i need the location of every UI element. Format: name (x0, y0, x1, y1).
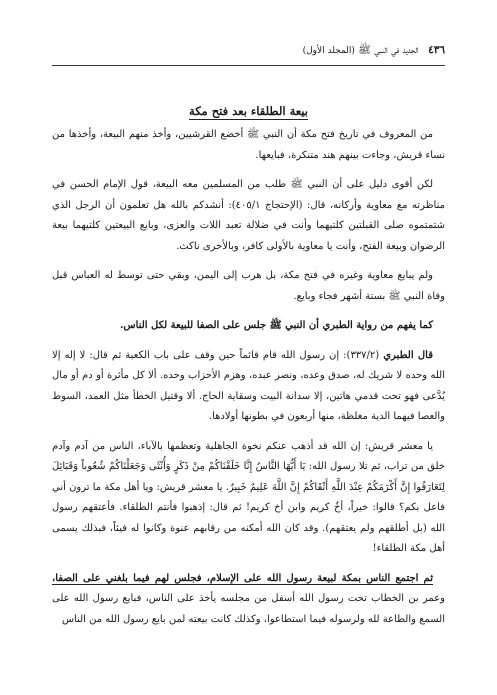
paragraph: يا معشر قريش: إن الله قد أذهب عنكم نخوة الجاهلية وتعظمها بالآباء، الناس من آدم وآدم خلق من تراب، ثم تلا رسول الله: يَا أَيُّهَا النَّاسُ إِنَّا خَلَقْنَاكُمْ مِنْ ذَكَرٍ وَأُنْثَى وَجَعَلْنَاكُمْ شُعُوباً وَقَبَائِلَ لِتَعَارَفُوا إِنَّ أَكْرَمَكُمْ عِنْدَ اللَّهِ أَتْقَاكُمْ إِنَّ اللَّهَ عَلِيمٌ خَبِيرٌ. يا معشر قريش: ويا أهل مكة ما ترون أني فاعل بكم؟ قالوا: خيراً، أخٌ كريم وابن أخ كريم! ثم قال: إذهبوا فأنتم الطلقاء. فأعتقهم رسول الله (بل أطلقهم ولم يعتقهم). وقد كان الله أمكنه من رقابهم عنوة وكانوا له فيئاً، فبذلك يسمى أهل مكة الطلقاء! (52, 440, 445, 554)
citation-ref: (٣٣٧/٢) (346, 349, 380, 361)
paragraph: من المعروف في تاريخ فتح مكة أن النبي ﷺ أخضع القرشيين، وأخذ منهم البيعة، وأخذها من نساء قريش، وجاءت بينهم هند متنكرة، فبايعها. (52, 129, 445, 161)
body-text (52, 125, 445, 639)
paragraph: لكن أقوى دليل على أن النبي ﷺ طلب من المسلمين معه البيعة، قول الإمام الحسن في مناظرته مع معاوية وأركانه، قال: (الإحتجاج ٤٠٥/١): أنشدكم بالله هل تعلمون أن الرجل الذي شتمتموه صلى القبلتين كلتيهما وأنت في ضلالة تعبد اللات والعزى، وبايع البيعتين كلتيهما بيعة الرضوان وبيعة الفتح، وأنت يا معاوية بالأولى كافر، وبالأخرى ناكث. (52, 179, 445, 252)
paragraph: ثم اجتمع الناس بمكة لبيعة رسول الله على الإسلام، فجلس لهم فيما بلغني على الصفا، وعمر بن الخطاب تحت رسول الله أسفل من مجلسه يأخذ على الناس، فبايع رسول الله على السمع والطاعة لله ولرسوله فيما استطاعوا، وكذلك كانت بيعته لمن بايع رسول الله من الناس (52, 572, 445, 625)
page-number: ٤٣٦ (428, 44, 445, 56)
subheading-inline: ثم اجتمع الناس بمكة لبيعة رسول الله على الإسلام، فجلس لهم فيما بلغني على الصفا، (52, 572, 433, 584)
paragraph: قال الطبري (٣٣٧/٢): إن رسول الله قام قائماً حين وقف على باب الكعبة ثم قال: لا إله إلا الله وحده لا شريك له، صدق وعده، ونصر عبده، وهزم الأحزاب وحده. ألا كل مأثرة أو دم أو مال يُدَّعى فهو تحت قدمي هاتين، إلا سدانة البيت وسقاية الحاج. ألا وقتيل الخطأ مثل العمد، السوط والعصا فيهما الدية مغلظة، منها أربعون في بطونها أولادها. (52, 349, 445, 422)
header-rule (52, 65, 445, 66)
subheading: كما يفهم من رواية الطبري أن النبي ﷺ جلس على الصفا للبيعة لكل الناس. (119, 320, 433, 331)
volume-label: (المجلد الأول) (302, 46, 355, 56)
book-title: الجديد في النبي ﷺ (358, 44, 419, 56)
citation-lead: قال الطبري (383, 349, 433, 361)
paragraph: ولم يبايع معاوية وغيره في فتح مكة، بل هرب إلى اليمن، وبقي حتى توسط له العباس قبل وفاة النبي ﷺ بستة أشهر فجاء وبايع. (52, 270, 445, 302)
section-title: بيعة الطلقاء بعد فتح مكة (189, 104, 308, 118)
running-header (52, 44, 445, 62)
